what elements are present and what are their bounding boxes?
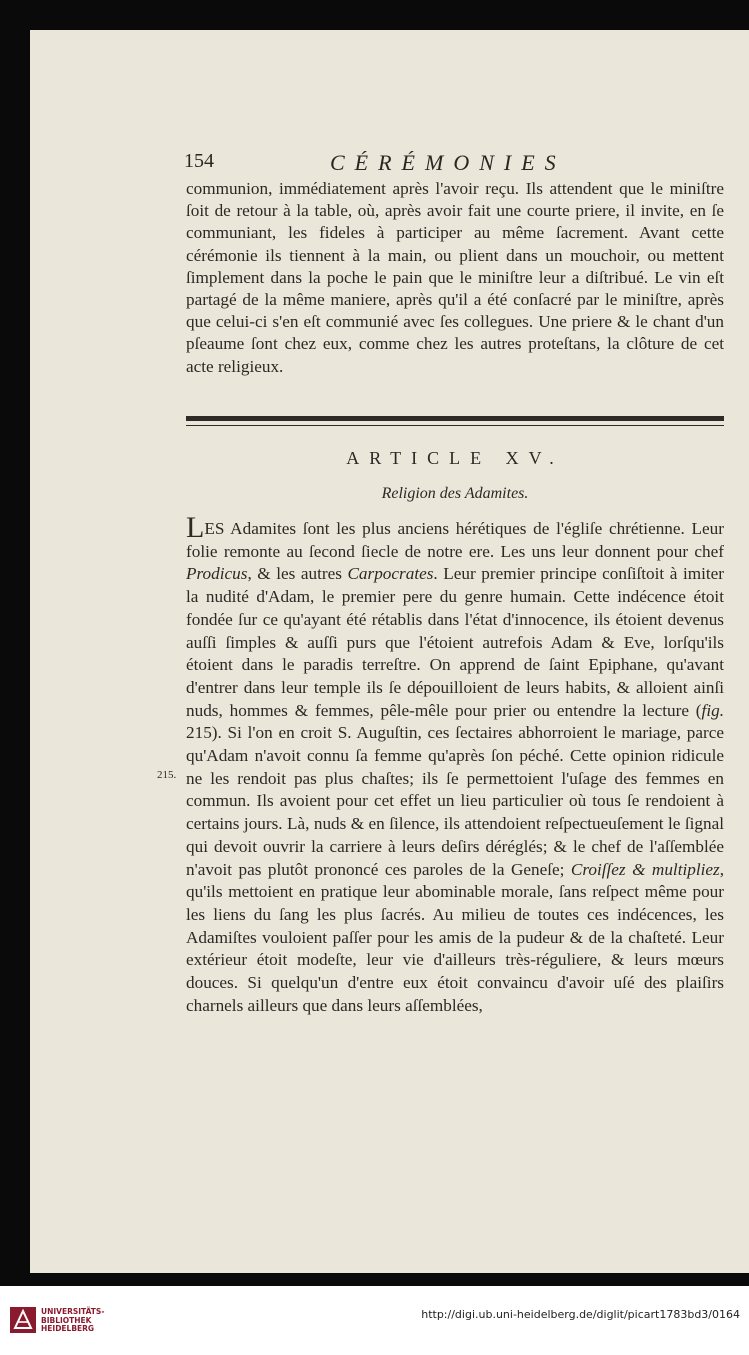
text-segment-d: 215). Si l'on en croit S. Auguſtin, ces ſectaires abhorroient le mariage, parce qu'Adam n'avoit connu ſa femme qu'après ſon péché. Cette opinion ridicule ne les rendoit pas plus chaſtes; ils ſe permettoient l'uſage des femmes en commun. Ils avoient pour cet effet un lieu particulier où tous ſe rendoient à certains jours. Là, nuds & en ſilence, ils attendoient reſpectueuſement le ſignal qui devoit ouvrir la carriere à leurs deſirs déréglés; & le chef de l'aſſemblée n'avoit pas plutôt prononcé ces paroles de la Geneſe; [186, 723, 724, 879]
italic-prodicus: Prodicus [186, 564, 248, 584]
logo-line-3: HEIDELBERG [41, 1324, 95, 1334]
running-title: CÉRÉMONIES [330, 150, 566, 175]
text-segment-e: , qu'ils mettoient en pratique leur abominable morale, ſans reſpect même pour les liens du ſang les plus ſacrés. Au milieu de toutes ces indécences, les Adamiſtes vouloient paſſer pour les amis de la pudeur & de la chaſteté. Leur extérieur étoit modeſte, leur vie d'ailleurs très-réguliere, & leurs mœurs douces. Si quelqu'un d'entre eux étoit convaincu d'avoir uſé des plaiſirs charnels ailleurs que dans leurs aſſemblées, [186, 859, 724, 1015]
article-subtitle: Religion des Adamites. [381, 485, 529, 502]
university-seal-icon [9, 1306, 37, 1334]
logo-line-1: UNIVERSITÄTS- [41, 1307, 105, 1316]
footer-bar [0, 1286, 749, 1355]
italic-carpocrates: Carpocrates [347, 564, 434, 584]
page-number: 154 [184, 150, 214, 172]
margin-figure-note: 215. [157, 769, 177, 781]
article-title: ARTICLE XV. [346, 448, 564, 468]
italic-croissez: Croiſſez & multipliez [570, 859, 720, 879]
page-header [184, 150, 724, 176]
paragraph-adamites [186, 511, 724, 1017]
ornamental-rule-thin [186, 425, 724, 426]
text-segment-c: . Leur premier principe conſiſtoit à imiter la nudité d'Adam, le premier pere du genre humain. Cette indécence étoit fondée ſur ce qu'ayant été rétablis dans l'état d'innocence, ils étoient devenus auſſi ſimples & auſſi purs que l'étoient autrefois Adam & Eve, lorſqu'ils étoient dans le paradis terreſtre. On apprend de ſaint Epiphane, qu'avant d'entrer dans leur temple ils ſe dépouilloient de leurs habits, & alloient ainſi nuds, hommes & femmes, pêle-mêle pour prier ou entendre la lecture ( [186, 564, 724, 720]
library-logo-text [41, 1308, 104, 1334]
first-word-rest: ES [204, 519, 225, 538]
logo-line-2: BIBLIOTHEK [41, 1315, 92, 1325]
italic-fig: fig. [701, 700, 724, 720]
text-segment-a: Adamites ſont les plus anciens hérétiques de l'égliſe chrétienne. Leur folie remonte au ſecond ſiecle de notre ere. Les uns leur donnent pour chef [186, 519, 724, 561]
paragraph-communion: communion, immédiatement après l'avoir reçu. Ils attendent que le miniſtre ſoit de retour à la table, où, après avoir fait une courte priere, il invite, en ſe communiant, les fideles à participer au même ſacrement. Avant cette cérémonie ils tiennent à la main, ou plient dans un mouchoir, ou mettent ſimplement dans la poche le pain que le miniſtre leur a diſtribué. Le vin eſt partagé de la même maniere, après qu'il a été conſacré par le miniſtre, après que celui-ci s'en eſt communié avec ſes collegues. Une priere & le chant d'un pſeaume ſont chez eux, comme chez les autres proteſtans, la clôture de cet acte religieux. [186, 179, 724, 376]
text-segment-b: , & les autres [247, 564, 348, 584]
ornamental-rule-thick [186, 416, 724, 421]
source-url-link[interactable]: http://digi.ub.uni-heidelberg.de/diglit/picart1783bd3/0164 [421, 1308, 740, 1321]
drop-cap: L [186, 511, 205, 544]
first-word [186, 511, 225, 544]
